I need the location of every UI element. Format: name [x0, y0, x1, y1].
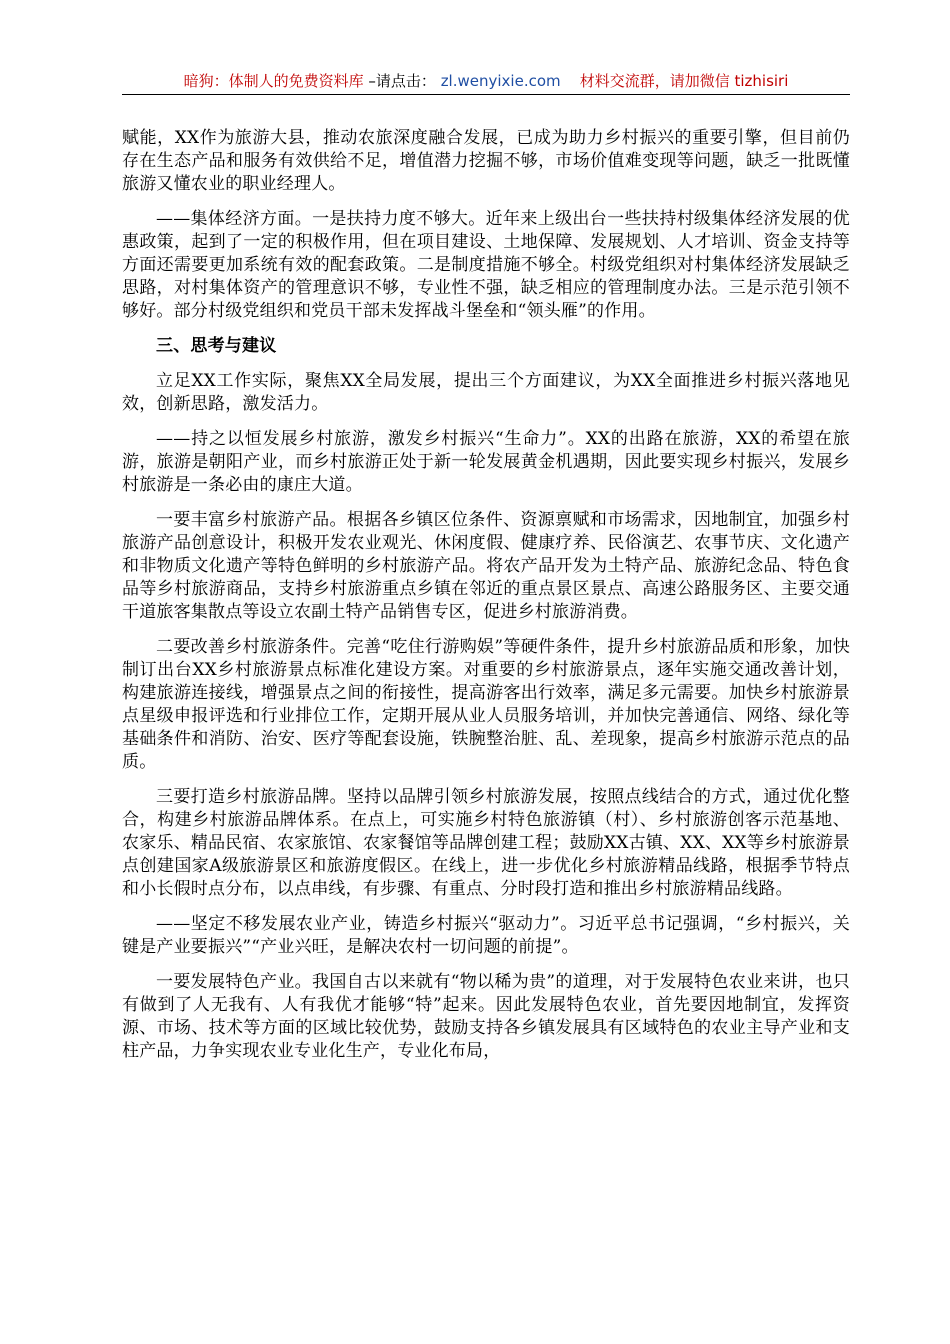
- paragraph-collective-economy: ——集体经济方面。一是扶持力度不够大。近年来上级出台一些扶持村级集体经济发展的优惠政策，起到了一定的积极作用，但在项目建设、土地保障、发展规划、人才培训、资金支持等方面还需要更加系统有效的配套政策。二是制度措施不够全。村级党组织对村集体经济发展缺乏思路，对村集体资产的管理意识不够，专业性不强，缺乏相应的管理制度办法。三是示范引领不够好。部分村级党组织和党员干部未发挥战斗堡垒和“领头雁”的作用。: [122, 209, 850, 321]
- paragraph-tourism-brand: 三要打造乡村旅游品牌。坚持以品牌引领乡村旅游发展，按照点线结合的方式，通过优化整合，构建乡村旅游品牌体系。在点上，可实施乡村特色旅游镇（村）、乡村旅游创客示范基地、农家乐、精品民宿、农家旅馆、农家餐馆等品牌创建工程；鼓励XX古镇、XX、XX等乡村旅游景点创建国家A级旅游景区和旅游度假区。在线上，进一步优化乡村旅游精品线路，根据季节特点和小长假时点分布，以点串线，有步骤、有重点、分时段打造和推出乡村旅游精品线路。: [122, 787, 850, 899]
- paragraph-intro: 立足XX工作实际，聚焦XX全局发展，提出三个方面建议，为XX全面推进乡村振兴落地见效，创新思路，激发活力。: [122, 371, 850, 414]
- site-url-link[interactable]: zl.wenyixie.com: [440, 72, 561, 90]
- wechat-note: 材料交流群，请加微信 tizhisiri: [579, 72, 789, 90]
- paragraph-continuation: 赋能，XX作为旅游大县，推动农旅深度融合发展，已成为助力乡村振兴的重要引擎，但目前仍存在生态产品和服务有效供给不足，增值潜力挖掘不够，市场价值难变现等问题，缺乏一批既懂旅游又懂农业的职业经理人。: [122, 128, 850, 194]
- document-body: [122, 127, 850, 1075]
- click-prefix: –请点击：: [368, 72, 436, 90]
- paragraph-rural-tourism: ——持之以恒发展乡村旅游，激发乡村振兴“生命力”。XX的出路在旅游，XX的希望在旅游，旅游是朝阳产业，而乡村旅游正处于新一轮发展黄金机遇期，因此要实现乡村振兴，发展乡村旅游是一条必由的康庄大道。: [122, 429, 850, 495]
- header-divider: [122, 94, 850, 95]
- paragraph-tourism-products: 一要丰富乡村旅游产品。根据各乡镇区位条件、资源禀赋和市场需求，因地制宜，加强乡村旅游产品创意设计，积极开发农业观光、休闲度假、健康疗养、民俗演艺、农事节庆、文化遗产和非物质文化遗产等特色鲜明的乡村旅游产品。将农产品开发为土特产品、旅游纪念品、特色食品等乡村旅游商品，支持乡村旅游重点乡镇在邻近的重点景区景点、高速公路服务区、主要交通干道旅客集散点等设立农副土特产品销售专区，促进乡村旅游消费。: [122, 510, 850, 622]
- page-header: [122, 70, 850, 91]
- section-heading-suggestions: 三、思考与建议: [156, 336, 277, 356]
- paragraph-agriculture-industry: ——坚定不移发展农业产业，铸造乡村振兴“驱动力”。习近平总书记强调，“乡村振兴，关键是产业要振兴”“产业兴旺，是解决农村一切问题的前提”。: [122, 914, 850, 957]
- paragraph-tourism-conditions: 二要改善乡村旅游条件。完善“吃住行游购娱”等硬件条件，提升乡村旅游品质和形象，加快制订出台XX乡村旅游景点标准化建设方案。对重要的乡村旅游景点，逐年实施交通改善计划，构建旅游连接线，增强景点之间的衔接性，提高游客出行效率，满足多元需要。加快乡村旅游景点星级申报评选和行业排位工作，定期开展从业人员服务培训，并加快完善通信、网络、绿化等基础条件和消防、治安、医疗等配套设施，铁腕整治脏、乱、差现象，提高乡村旅游示范点的品质。: [122, 637, 850, 772]
- site-name: 暗狗：体制人的免费资料库: [183, 72, 364, 90]
- paragraph-specialty-industry: 一要发展特色产业。我国自古以来就有“物以稀为贵”的道理，对于发展特色农业来讲，也只有做到了人无我有、人有我优才能够“特”起来。因此发展特色农业，首先要因地制宜，发挥资源、市场、技术等方面的区域比较优势，鼓励支持各乡镇发展具有区域特色的农业主导产业和支柱产品，力争实现农业专业化生产，专业化布局，: [122, 972, 850, 1061]
